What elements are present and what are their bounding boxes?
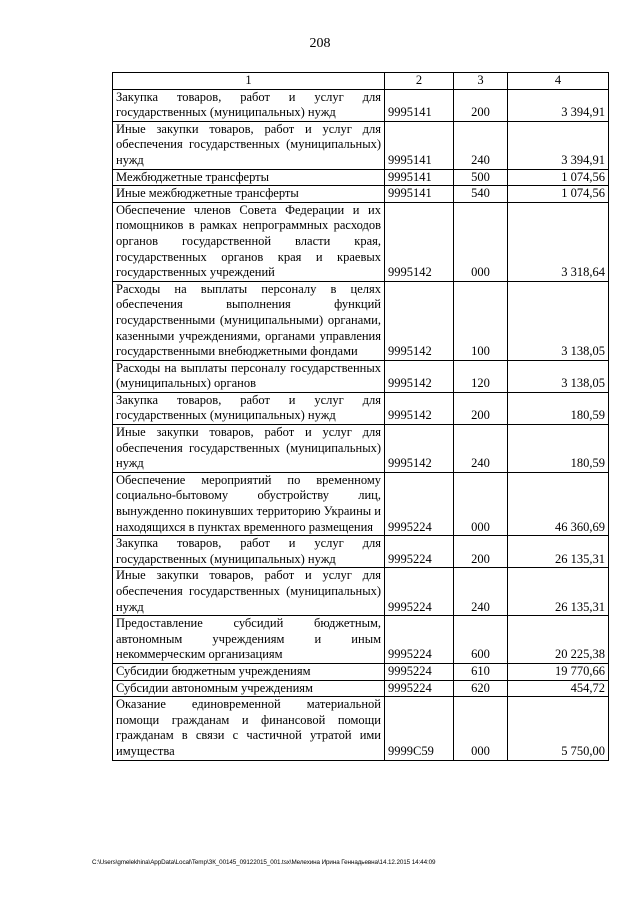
row-code: 9995224 — [385, 472, 454, 535]
table-row — [113, 121, 609, 169]
row-code: 9995224 — [385, 680, 454, 697]
row-amount: 3 138,05 — [508, 281, 609, 360]
row-code: 9995142 — [385, 425, 454, 473]
row-type: 200 — [454, 392, 508, 424]
row-type: 000 — [454, 202, 508, 281]
row-amount: 3 138,05 — [508, 360, 609, 392]
row-code: 9995224 — [385, 568, 454, 616]
row-name: Иные закупки товаров, работ и услуг для обеспечения государственных (муниципальных) нужд — [113, 121, 385, 169]
file-path-footer: C:\Users\gmelekhina\AppData\Local\Temp\ЗК_00145_09122015_001.tsx\Мелехина Ирина Геннадьевна\14.12.2015 14:44:09 — [92, 859, 436, 866]
row-name: Оказание единовременной материальной помощи гражданам и финансовой помощи гражданам в связи с частичной утратой ими имущества — [113, 697, 385, 760]
table-row — [113, 360, 609, 392]
table-header-row — [113, 73, 609, 90]
row-type: 100 — [454, 281, 508, 360]
row-code: 9995224 — [385, 616, 454, 664]
row-amount: 180,59 — [508, 425, 609, 473]
row-amount: 454,72 — [508, 680, 609, 697]
row-name: Закупка товаров, работ и услуг для государственных (муниципальных) нужд — [113, 392, 385, 424]
row-code: 9995141 — [385, 169, 454, 186]
row-name: Предоставление субсидий бюджетным, автономным учреждениям и иным некоммерческим организациям — [113, 616, 385, 664]
row-type: 240 — [454, 425, 508, 473]
row-name: Субсидии автономным учреждениям — [113, 680, 385, 697]
table-row — [113, 697, 609, 760]
row-name: Расходы на выплаты персоналу государственных (муниципальных) органов — [113, 360, 385, 392]
table-row — [113, 472, 609, 535]
row-amount: 1 074,56 — [508, 169, 609, 186]
table-row — [113, 680, 609, 697]
row-amount: 26 135,31 — [508, 536, 609, 568]
row-name: Расходы на выплаты персоналу в целях обеспечения выполнения функций государственными (муниципальными) органами, казенными учреждениями, органами управления государственными внебюджетными фондами — [113, 281, 385, 360]
table-row — [113, 202, 609, 281]
row-name: Субсидии бюджетным учреждениям — [113, 663, 385, 680]
row-code: 9995141 — [385, 121, 454, 169]
table-row — [113, 186, 609, 203]
row-code: 9995224 — [385, 536, 454, 568]
budget-table — [112, 72, 609, 761]
row-name: Обеспечение членов Совета Федерации и их помощников в рамках непрограммных расходов органов государственной власти края, государственных органов края и краевых государственных учреждений — [113, 202, 385, 281]
header-col-2: 2 — [385, 73, 454, 90]
row-amount: 3 318,64 — [508, 202, 609, 281]
table-body — [113, 89, 609, 760]
row-type: 240 — [454, 121, 508, 169]
row-name: Межбюджетные трансферты — [113, 169, 385, 186]
row-code: 9995142 — [385, 360, 454, 392]
row-name: Обеспечение мероприятий по временному социально-бытовому обустройству лиц, вынужденно покинувших территорию Украины и находящихся в пунктах временного размещения — [113, 472, 385, 535]
table-row — [113, 568, 609, 616]
row-type: 200 — [454, 89, 508, 121]
row-type: 240 — [454, 568, 508, 616]
row-code: 9995142 — [385, 281, 454, 360]
header-col-4: 4 — [508, 73, 609, 90]
row-name: Иные межбюджетные трансферты — [113, 186, 385, 203]
row-name: Иные закупки товаров, работ и услуг для обеспечения государственных (муниципальных) нужд — [113, 425, 385, 473]
header-col-1: 1 — [113, 73, 385, 90]
row-amount: 3 394,91 — [508, 121, 609, 169]
table-row — [113, 169, 609, 186]
page-number: 208 — [309, 36, 331, 51]
row-code: 9995141 — [385, 186, 454, 203]
row-code: 9995224 — [385, 663, 454, 680]
row-amount: 46 360,69 — [508, 472, 609, 535]
row-type: 610 — [454, 663, 508, 680]
row-code: 9999C59 — [385, 697, 454, 760]
row-name: Закупка товаров, работ и услуг для государственных (муниципальных) нужд — [113, 89, 385, 121]
row-type: 000 — [454, 697, 508, 760]
row-code: 9995141 — [385, 89, 454, 121]
row-amount: 5 750,00 — [508, 697, 609, 760]
row-amount: 180,59 — [508, 392, 609, 424]
row-type: 120 — [454, 360, 508, 392]
row-code: 9995142 — [385, 202, 454, 281]
row-name: Закупка товаров, работ и услуг для государственных (муниципальных) нужд — [113, 536, 385, 568]
row-amount: 26 135,31 — [508, 568, 609, 616]
table-row — [113, 616, 609, 664]
row-amount: 20 225,38 — [508, 616, 609, 664]
row-type: 500 — [454, 169, 508, 186]
row-amount: 1 074,56 — [508, 186, 609, 203]
row-type: 540 — [454, 186, 508, 203]
table-row — [113, 425, 609, 473]
row-code: 9995142 — [385, 392, 454, 424]
table-row — [113, 392, 609, 424]
header-col-3: 3 — [454, 73, 508, 90]
row-type: 620 — [454, 680, 508, 697]
table-row — [113, 89, 609, 121]
row-type: 200 — [454, 536, 508, 568]
row-type: 000 — [454, 472, 508, 535]
table-row — [113, 663, 609, 680]
row-amount: 3 394,91 — [508, 89, 609, 121]
row-name: Иные закупки товаров, работ и услуг для обеспечения государственных (муниципальных) нужд — [113, 568, 385, 616]
row-type: 600 — [454, 616, 508, 664]
table-row — [113, 281, 609, 360]
row-amount: 19 770,66 — [508, 663, 609, 680]
table-row — [113, 536, 609, 568]
